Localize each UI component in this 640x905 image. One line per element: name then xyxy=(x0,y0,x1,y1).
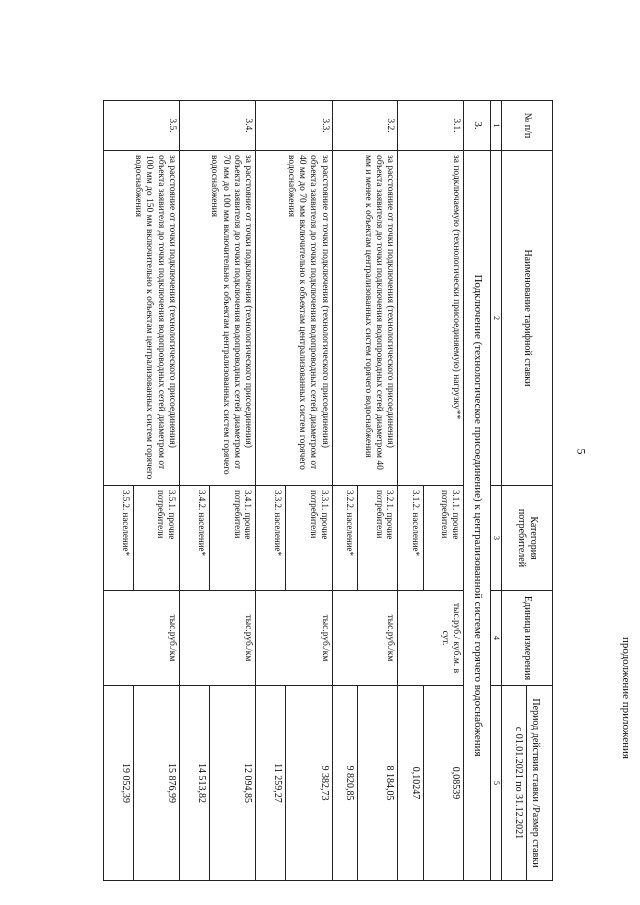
row-category: 3.5.1. прочие потребители xyxy=(133,486,180,591)
row-category: 3.4.1. прочие потребители xyxy=(210,486,257,591)
row-value: 9 382,73 xyxy=(286,686,333,881)
row-category: 3.1.1. прочие потребители xyxy=(424,486,464,591)
row-num: 3.2. xyxy=(332,101,398,151)
header-period-label: Период действия ставки /Размер ставки xyxy=(530,698,542,868)
page-number: 5 xyxy=(574,448,589,455)
section-title: Подключение (технологическое присоединение) к централизованной системе горячего водоснабжения xyxy=(464,151,491,881)
row-category: 3.4.2. население* xyxy=(180,486,210,591)
row-category: 3.5.2. население* xyxy=(104,486,134,591)
row-name: за расстояние от точки подключения (технологического присоединения) объекта заявителя до точки подключения водопроводных сетей диаметром от 100 мм до 150 мм включительно к объектам централизованных систем горячего водоснабжения xyxy=(104,151,180,486)
row-category: 3.2.1. прочие потребители xyxy=(358,486,398,591)
row-value: 11 259,27 xyxy=(256,686,286,881)
row-num: 3.5. xyxy=(104,101,180,151)
header-num: № п/п xyxy=(501,101,552,151)
rotated-tariff-table-wrapper xyxy=(103,100,553,880)
header-period xyxy=(501,686,552,881)
continued-caption: продолжение приложения xyxy=(620,637,632,759)
row-unit: тыс.руб./км xyxy=(332,591,398,686)
table-row xyxy=(286,101,333,881)
row-category: 3.1.2. население* xyxy=(398,486,424,591)
col-num-5: 5 xyxy=(491,686,502,881)
row-value: 19 052,39 xyxy=(104,686,134,881)
header-unit: Единица измерения xyxy=(501,591,552,686)
row-value: 0,10247 xyxy=(398,686,424,881)
row-num: 3.3. xyxy=(256,101,332,151)
row-category: 3.3.2. население* xyxy=(256,486,286,591)
col-num-1: 1 xyxy=(491,101,502,151)
row-unit: тыс.руб./км xyxy=(104,591,180,686)
row-value: 15 876,99 xyxy=(133,686,180,881)
row-num: 3.4. xyxy=(180,101,256,151)
row-name: за подключаемую (технологически присоединяемую) нагрузку** xyxy=(398,151,464,486)
row-category: 3.3.1. прочие потребители xyxy=(286,486,333,591)
table-row xyxy=(358,101,398,881)
row-num: 3.1. xyxy=(398,101,464,151)
row-category: 3.2.2. население* xyxy=(332,486,358,591)
section-row xyxy=(464,101,491,881)
row-value: 12 094,85 xyxy=(210,686,257,881)
row-value: 9 820,85 xyxy=(332,686,358,881)
header-category: Категория потребителей xyxy=(501,486,552,591)
header-row xyxy=(501,101,552,881)
row-value: 14 513,82 xyxy=(180,686,210,881)
row-unit: тыс.руб./км xyxy=(180,591,256,686)
row-name: за расстояние от точки подключения (технологического присоединения) объекта заявителя до точки подключения водопроводных сетей диаметром от 40 мм до 70 мм включительно к объектам централизованных систем горячего водоснабжения xyxy=(256,151,332,486)
table-row xyxy=(133,101,180,881)
row-name: за расстояние от точки подключения (технологического присоединения) объекта заявителя до точки подключения водопроводных сетей диаметром 40 мм и менее к объектам централизованных систем горячего водоснабжения xyxy=(332,151,398,486)
row-unit: тыс.руб./км xyxy=(256,591,332,686)
table-row xyxy=(210,101,257,881)
header-period-dates: с 01.01.2021 по 31.12.2021 xyxy=(512,686,527,880)
tariff-table xyxy=(103,100,553,881)
col-num-2: 2 xyxy=(491,151,502,486)
row-value: 8 184,05 xyxy=(358,686,398,881)
table-row xyxy=(424,101,464,881)
col-num-3: 3 xyxy=(491,486,502,591)
row-value: 0,08539 xyxy=(424,686,464,881)
col-num-4: 4 xyxy=(491,591,502,686)
row-unit: тыс.руб./ куб.м. в сут. xyxy=(398,591,464,686)
section-num: 3. xyxy=(464,101,491,151)
header-name: Наименование тарифной ставки xyxy=(501,151,552,486)
column-number-row xyxy=(491,101,502,881)
row-name: за расстояние от точки подключения (технологического присоединения) объекта заявителя до точки подключения водопроводных сетей диаметром от 70 мм до 100 мм включительно к объектам централизованных систем горячего водоснабжения xyxy=(180,151,256,486)
